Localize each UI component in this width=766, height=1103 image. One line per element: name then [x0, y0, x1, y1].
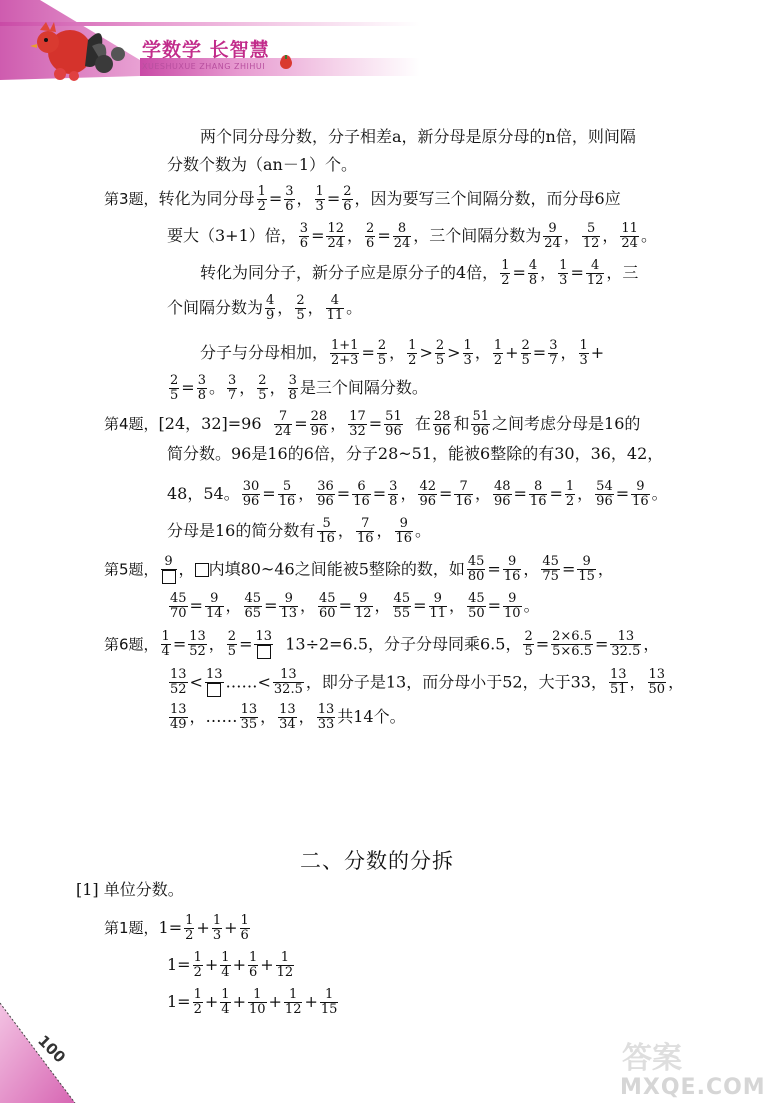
- q3-para3-line-1: 分子与分母相加， $\frac{1+1}{2+3}$ = $\frac{2}{5}$ ， $\frac{1}{2}$ > $\frac{2}{5}$ > $\frac{1}{3}$ ， $\frac{1}{2}$ + $\frac{2}{5}$ = $\frac{3}{7}$ ， $\frac{1}{3}$ +: [200, 338, 605, 368]
- q4-line-2: 简分数。96是16的6倍，分子28~51，能被6整除的有30，36，42，: [167, 444, 664, 463]
- brand-pinyin: XUESHUXUE ZHANG ZHIHUI: [142, 62, 266, 71]
- blank-box: [162, 570, 176, 584]
- sec-q1-label: 第1题，: [104, 919, 159, 937]
- q3-label: 第3题，: [104, 190, 159, 208]
- q3-para2-line-2: 个间隔分数为 $\frac{4}{9}$ ， $\frac{2}{5}$ ， $\frac{4}{11}$ 。: [167, 293, 363, 323]
- q3-line-2: 要大（3+1）倍， $\frac{3}{6}$ = $\frac{12}{24}$ ， $\frac{2}{6}$ = $\frac{8}{24}$ ，三个间隔分数为 $\frac{9}{24}$ ， $\frac{5}{12}$ ， $\frac{11}{24}$ 。: [167, 221, 657, 251]
- blank-box: [257, 645, 271, 659]
- sec-q1-line-2: 1= $\frac{1}{2}$ + $\frac{1}{4}$ + $\frac{1}{6}$ + $\frac{1}{12}$: [167, 950, 294, 980]
- q4-line-1: 第4题，[24，32]=96 $\frac{7}{24}$ = $\frac{28}{96}$ ， $\frac{17}{32}$ = $\frac{51}{96}$ 在 $\frac{28}{96}$ 和 $\frac{51}{96}$ 之间考虑分母是16的: [104, 409, 641, 439]
- page-number: 100: [34, 1031, 70, 1067]
- brand-title: 学数学 长智慧: [142, 39, 270, 61]
- q6-line-1: 第6题， $\frac{1}{4}$ = $\frac{13}{52}$ ， $\frac{2}{5}$ = 13 13÷2=6.5，分子分母同乘6.5， $\frac{2}{5}$ = $\frac{2\times 6.5}{5\times 6.5}$ = $\frac{13}{32.5}$ ，: [104, 629, 660, 660]
- watermark-logo: 答案: [622, 1041, 682, 1076]
- blank-box: [207, 683, 221, 697]
- q5-line-1: 第5题， 9 ， 内填80~46之间能被5整除的数，如 $\frac{45}{80}$ = $\frac{9}{16}$ ， $\frac{45}{75}$ = $\frac{9}{15}$ ，: [104, 554, 614, 585]
- watermark-text: MXQE.COM: [620, 1075, 766, 1100]
- q6-line-2: $\frac{13}{52}$ < 13 ……< $\frac{13}{32.5}$ ，即分子是13，而分母小于52，大于33， $\frac{13}{51}$ ， $\frac{13}{50}$ ，: [170, 667, 685, 698]
- blank-box: [195, 563, 209, 577]
- intro-line-1: 两个同分母分数，分子相差a，新分母是原分母的n倍，则间隔: [200, 127, 636, 146]
- q3-line-1: 第3题，转化为同分母 $\frac{1}{2}$ = $\frac{3}{6}$ ， $\frac{1}{3}$ = $\frac{2}{6}$ ，因为要写三个间隔分数，而分母6应: [104, 184, 621, 214]
- q4-line-3: 48，54。 $\frac{30}{96}$ = $\frac{5}{16}$ ， $\frac{36}{96}$ = $\frac{6}{16}$ = $\frac{3}{8}$ ， $\frac{42}{96}$ = $\frac{7}{16}$ ， $\frac{48}{96}$ = $\frac{8}{16}$ = $\frac{1}{2}$ ， $\frac{54}{96}$ = $\frac{9}{16}$ 。: [167, 479, 668, 509]
- q3-para2-line-1: 转化为同分子，新分子应是原分子的4倍， $\frac{1}{2}$ = $\frac{4}{8}$ ， $\frac{1}{3}$ = $\frac{4}{12}$ ，三: [200, 258, 639, 288]
- q5-line-2: $\frac{45}{70}$ = $\frac{9}{14}$ ， $\frac{45}{65}$ = $\frac{9}{13}$ ， $\frac{45}{60}$ = $\frac{9}{12}$ ， $\frac{45}{55}$ = $\frac{9}{11}$ ， $\frac{45}{50}$ = $\frac{9}{10}$ 。: [170, 591, 540, 621]
- section-subtitle: [1] 单位分数。: [76, 880, 184, 899]
- section-title: 二、分数的分拆: [300, 849, 454, 873]
- q4-line-4: 分母是16的简分数有 $\frac{5}{16}$ ， $\frac{7}{16}$ ， $\frac{9}{16}$ 。: [167, 516, 432, 546]
- q6-line-3: $\frac{13}{49}$ ，…… $\frac{13}{35}$ ， $\frac{13}{34}$ ， $\frac{13}{33}$ 共14个。: [170, 702, 406, 732]
- sec-q1-line-3: 1= $\frac{1}{2}$ + $\frac{1}{4}$ + $\frac{1}{10}$ + $\frac{1}{12}$ + $\frac{1}{15}$: [167, 987, 338, 1017]
- q4-label: 第4题，: [104, 415, 159, 433]
- q3-para3-line-2: $\frac{2}{5}$ = $\frac{3}{8}$ 。 $\frac{3}{7}$ ， $\frac{2}{5}$ ， $\frac{3}{8}$ 是三个间隔分数。: [170, 373, 428, 403]
- intro-line-2: 分数个数为（an－1）个。: [167, 155, 358, 174]
- q6-label: 第6题，: [104, 635, 159, 654]
- q5-label: 第5题，: [104, 560, 159, 579]
- sec-q1-line-1: 第1题，1= $\frac{1}{2}$ + $\frac{1}{3}$ + $\frac{1}{6}$: [104, 913, 249, 943]
